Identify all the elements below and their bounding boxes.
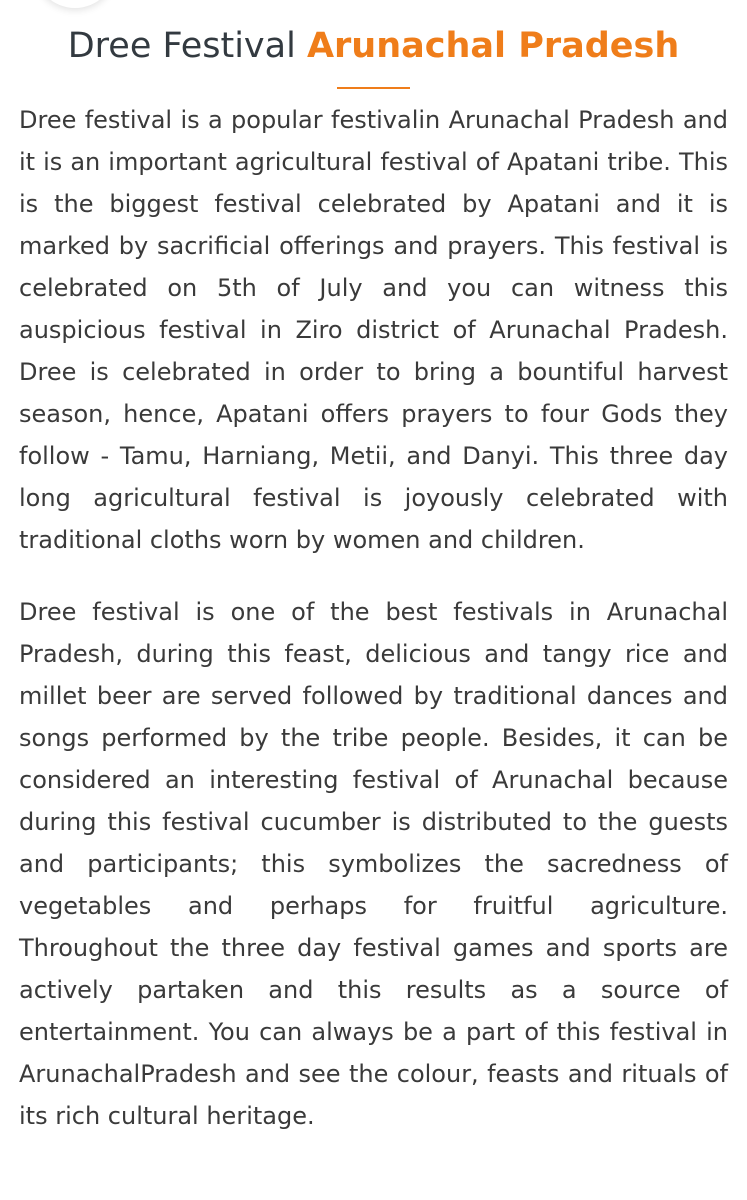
page-title <box>0 24 747 68</box>
paragraph-1: Dree festival is a popular festivalin Arunachal Pradesh and it is an important agricultural festival of Apatani tribe. This is the biggest festival celebrated by Apatani and it is marked by sacrificial offerings and prayers. This festival is celebrated on 5th of July and you can witness this auspicious festival in Ziro district of Arunachal Pradesh. Dree is celebrated in order to bring a bountiful harvest season, hence, Apatani offers prayers to four Gods they follow - Tamu, Harniang, Metii, and Danyi. This three day long agricultural festival is joyously celebrated with traditional cloths worn by women and children. <box>19 106 728 554</box>
title-divider <box>337 87 410 89</box>
title-prefix: Dree Festival <box>67 26 307 66</box>
title-highlight: Arunachal Pradesh <box>306 26 680 66</box>
paragraph-2: Dree festival is one of the best festivals in Arunachal Pradesh, during this feast, delicious and tangy rice and millet beer are served followed by traditional dances and songs performed by the tribe people. Besides, it can be considered an interesting festival of Arunachal because during this festival cucumber is distributed to the guests and participants; this symbolizes the sacredness of vegetables and perhaps for fruitful agriculture. Throughout the three day festival games and sports are actively partaken and this results as a source of entertainment. You can always be a part of this festival in ArunachalPradesh and see the colour, feasts and rituals of its rich cultural heritage. <box>19 598 728 1130</box>
top-circle-button[interactable] <box>34 0 116 8</box>
article-body <box>19 99 728 1167</box>
